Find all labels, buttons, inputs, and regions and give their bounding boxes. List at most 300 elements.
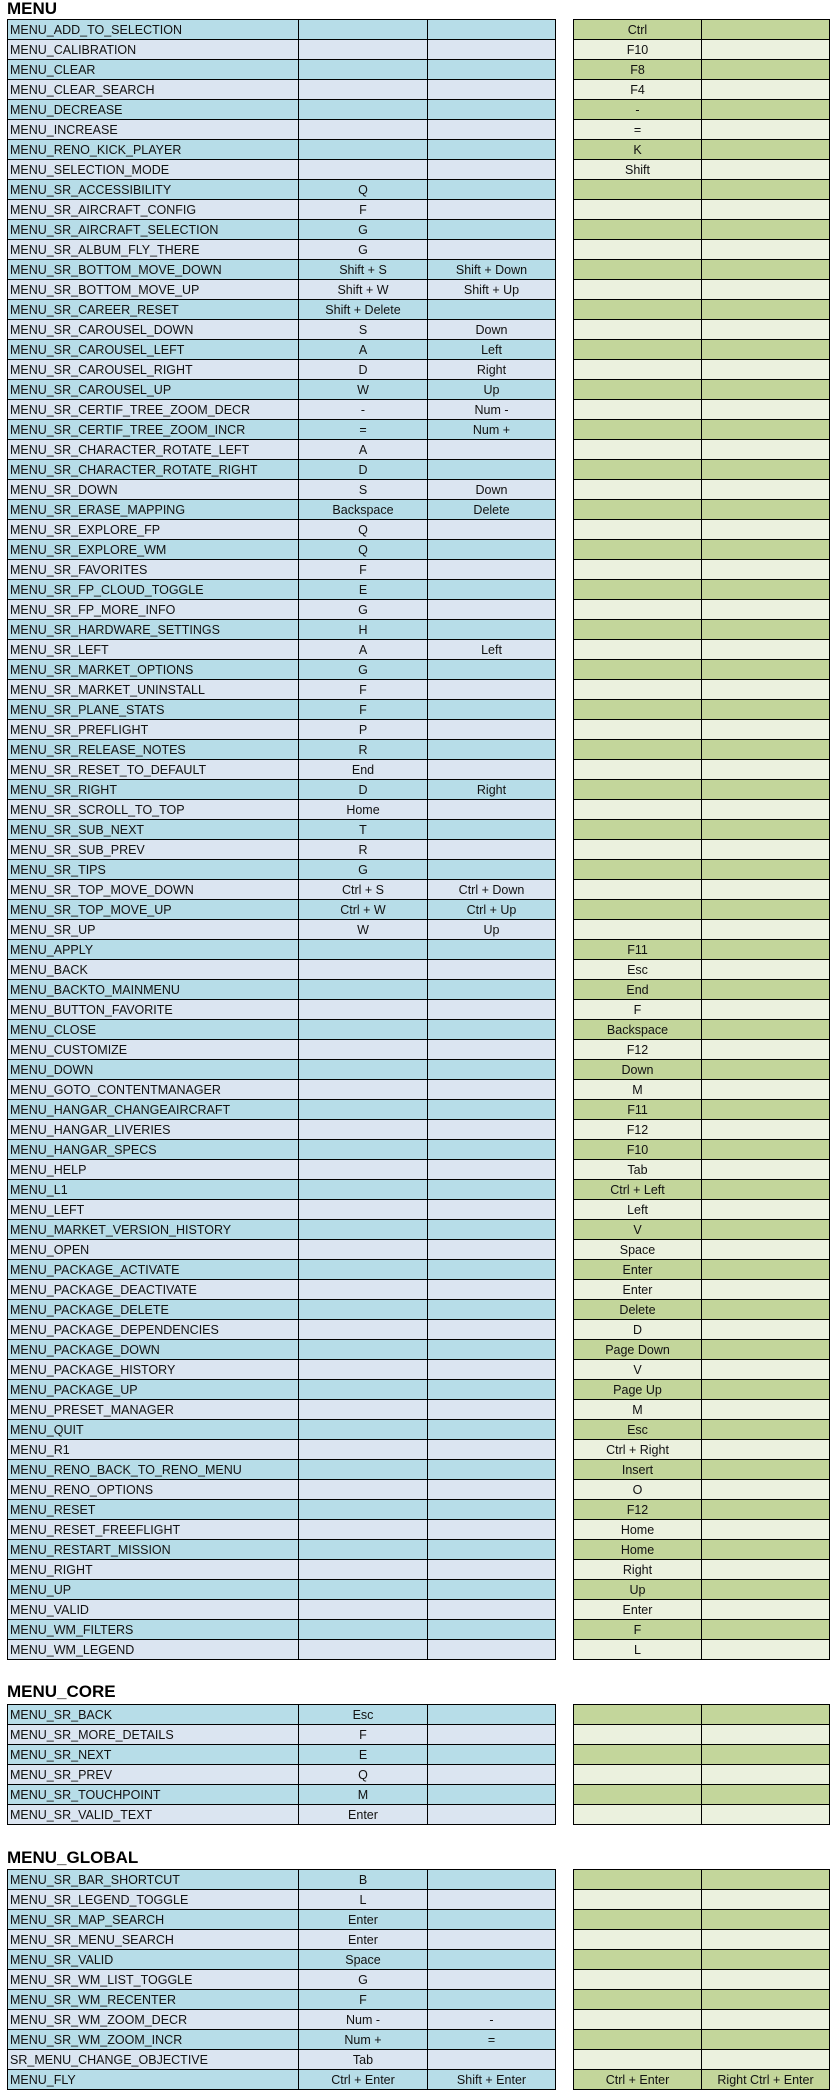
alt-primary-key-cell[interactable] (574, 1785, 702, 1805)
secondary-key-cell[interactable] (428, 1420, 556, 1440)
secondary-key-cell[interactable] (428, 200, 556, 220)
alt-secondary-key-cell[interactable] (702, 120, 830, 140)
alt-secondary-key-cell[interactable] (702, 140, 830, 160)
action-cell[interactable]: MENU_SR_EXPLORE_WM (8, 540, 299, 560)
primary-key-cell[interactable]: Shift + W (299, 280, 428, 300)
alt-primary-key-cell[interactable] (574, 640, 702, 660)
alt-secondary-key-cell[interactable] (702, 20, 830, 40)
alt-primary-key-cell[interactable]: Home (574, 1520, 702, 1540)
alt-secondary-key-cell[interactable] (702, 1805, 830, 1825)
action-cell[interactable]: MENU_DOWN (8, 1060, 299, 1080)
secondary-key-cell[interactable] (428, 740, 556, 760)
alt-primary-key-cell[interactable] (574, 260, 702, 280)
alt-primary-key-cell[interactable]: V (574, 1360, 702, 1380)
action-cell[interactable]: MENU_BACK (8, 960, 299, 980)
alt-primary-key-cell[interactable] (574, 920, 702, 940)
alt-primary-key-cell[interactable] (574, 480, 702, 500)
secondary-key-cell[interactable] (428, 840, 556, 860)
primary-key-cell[interactable]: W (299, 380, 428, 400)
action-cell[interactable]: MENU_R1 (8, 1440, 299, 1460)
secondary-key-cell[interactable] (428, 1100, 556, 1120)
alt-secondary-key-cell[interactable] (702, 1000, 830, 1020)
secondary-key-cell[interactable] (428, 1120, 556, 1140)
secondary-key-cell[interactable] (428, 660, 556, 680)
alt-secondary-key-cell[interactable] (702, 1640, 830, 1660)
alt-secondary-key-cell[interactable] (702, 860, 830, 880)
primary-key-cell[interactable] (299, 1080, 428, 1100)
action-cell[interactable]: MENU_RESET_FREEFLIGHT (8, 1520, 299, 1540)
alt-secondary-key-cell[interactable] (702, 600, 830, 620)
secondary-key-cell[interactable]: Ctrl + Down (428, 880, 556, 900)
alt-primary-key-cell[interactable] (574, 1745, 702, 1765)
alt-primary-key-cell[interactable]: Insert (574, 1460, 702, 1480)
secondary-key-cell[interactable] (428, 1340, 556, 1360)
primary-key-cell[interactable]: F (299, 1990, 428, 2010)
secondary-key-cell[interactable]: Right (428, 780, 556, 800)
alt-secondary-key-cell[interactable] (702, 500, 830, 520)
alt-primary-key-cell[interactable] (574, 900, 702, 920)
secondary-key-cell[interactable] (428, 100, 556, 120)
action-cell[interactable]: MENU_SR_CAROUSEL_UP (8, 380, 299, 400)
secondary-key-cell[interactable] (428, 520, 556, 540)
action-cell[interactable]: MENU_PACKAGE_ACTIVATE (8, 1260, 299, 1280)
action-cell[interactable]: MENU_LEFT (8, 1200, 299, 1220)
action-cell[interactable]: MENU_BUTTON_FAVORITE (8, 1000, 299, 1020)
primary-key-cell[interactable] (299, 1180, 428, 1200)
secondary-key-cell[interactable] (428, 620, 556, 640)
secondary-key-cell[interactable] (428, 1020, 556, 1040)
primary-key-cell[interactable]: = (299, 420, 428, 440)
action-cell[interactable]: MENU_SR_MAP_SEARCH (8, 1910, 299, 1930)
primary-key-cell[interactable]: Enter (299, 1930, 428, 1950)
secondary-key-cell[interactable]: Delete (428, 500, 556, 520)
primary-key-cell[interactable] (299, 1520, 428, 1540)
action-cell[interactable]: MENU_SR_SUB_PREV (8, 840, 299, 860)
alt-primary-key-cell[interactable] (574, 520, 702, 540)
secondary-key-cell[interactable] (428, 1060, 556, 1080)
alt-secondary-key-cell[interactable] (702, 1340, 830, 1360)
secondary-key-cell[interactable] (428, 700, 556, 720)
alt-secondary-key-cell[interactable] (702, 200, 830, 220)
primary-key-cell[interactable]: D (299, 360, 428, 380)
secondary-key-cell[interactable] (428, 1180, 556, 1200)
alt-primary-key-cell[interactable]: Ctrl (574, 20, 702, 40)
alt-primary-key-cell[interactable] (574, 860, 702, 880)
secondary-key-cell[interactable] (428, 1080, 556, 1100)
secondary-key-cell[interactable]: Num - (428, 400, 556, 420)
secondary-key-cell[interactable] (428, 1870, 556, 1890)
alt-secondary-key-cell[interactable] (702, 1560, 830, 1580)
primary-key-cell[interactable]: S (299, 480, 428, 500)
action-cell[interactable]: MENU_SELECTION_MODE (8, 160, 299, 180)
primary-key-cell[interactable] (299, 1020, 428, 1040)
action-cell[interactable]: MENU_SR_AIRCRAFT_SELECTION (8, 220, 299, 240)
secondary-key-cell[interactable] (428, 800, 556, 820)
action-cell[interactable]: MENU_PACKAGE_DOWN (8, 1340, 299, 1360)
action-cell[interactable]: MENU_SR_SUB_NEXT (8, 820, 299, 840)
primary-key-cell[interactable]: Esc (299, 1705, 428, 1725)
alt-primary-key-cell[interactable]: M (574, 1080, 702, 1100)
primary-key-cell[interactable]: A (299, 440, 428, 460)
action-cell[interactable]: MENU_SR_WM_LIST_TOGGLE (8, 1970, 299, 1990)
primary-key-cell[interactable] (299, 1200, 428, 1220)
alt-primary-key-cell[interactable] (574, 240, 702, 260)
alt-secondary-key-cell[interactable] (702, 360, 830, 380)
primary-key-cell[interactable]: Num - (299, 2010, 428, 2030)
alt-primary-key-cell[interactable] (574, 560, 702, 580)
action-cell[interactable]: MENU_SR_RIGHT (8, 780, 299, 800)
action-cell[interactable]: MENU_SR_VALID_TEXT (8, 1805, 299, 1825)
alt-primary-key-cell[interactable]: M (574, 1400, 702, 1420)
secondary-key-cell[interactable] (428, 1380, 556, 1400)
secondary-key-cell[interactable] (428, 1620, 556, 1640)
secondary-key-cell[interactable] (428, 160, 556, 180)
alt-primary-key-cell[interactable]: F12 (574, 1040, 702, 1060)
action-cell[interactable]: MENU_SR_PLANE_STATS (8, 700, 299, 720)
primary-key-cell[interactable] (299, 1580, 428, 1600)
primary-key-cell[interactable]: Home (299, 800, 428, 820)
primary-key-cell[interactable] (299, 1440, 428, 1460)
alt-secondary-key-cell[interactable] (702, 1990, 830, 2010)
alt-secondary-key-cell[interactable] (702, 1930, 830, 1950)
primary-key-cell[interactable]: Q (299, 1765, 428, 1785)
action-cell[interactable]: MENU_GOTO_CONTENTMANAGER (8, 1080, 299, 1100)
secondary-key-cell[interactable] (428, 960, 556, 980)
secondary-key-cell[interactable]: Down (428, 480, 556, 500)
primary-key-cell[interactable]: Backspace (299, 500, 428, 520)
secondary-key-cell[interactable] (428, 1805, 556, 1825)
action-cell[interactable]: MENU_SR_BACK (8, 1705, 299, 1725)
alt-secondary-key-cell[interactable] (702, 1220, 830, 1240)
alt-secondary-key-cell[interactable] (702, 1240, 830, 1260)
alt-secondary-key-cell[interactable] (702, 1480, 830, 1500)
action-cell[interactable]: MENU_SR_AIRCRAFT_CONFIG (8, 200, 299, 220)
secondary-key-cell[interactable] (428, 1950, 556, 1970)
action-cell[interactable]: MENU_RENO_BACK_TO_RENO_MENU (8, 1460, 299, 1480)
alt-secondary-key-cell[interactable] (702, 900, 830, 920)
action-cell[interactable]: MENU_OPEN (8, 1240, 299, 1260)
secondary-key-cell[interactable] (428, 1200, 556, 1220)
primary-key-cell[interactable] (299, 1380, 428, 1400)
primary-key-cell[interactable]: H (299, 620, 428, 640)
secondary-key-cell[interactable]: Left (428, 340, 556, 360)
alt-secondary-key-cell[interactable] (702, 680, 830, 700)
action-cell[interactable]: MENU_SR_CAROUSEL_DOWN (8, 320, 299, 340)
action-cell[interactable]: MENU_SR_RELEASE_NOTES (8, 740, 299, 760)
alt-primary-key-cell[interactable] (574, 1870, 702, 1890)
action-cell[interactable]: MENU_SR_TIPS (8, 860, 299, 880)
alt-secondary-key-cell[interactable] (702, 640, 830, 660)
secondary-key-cell[interactable] (428, 1910, 556, 1930)
primary-key-cell[interactable] (299, 20, 428, 40)
action-cell[interactable]: MENU_SR_CAROUSEL_RIGHT (8, 360, 299, 380)
secondary-key-cell[interactable]: Shift + Down (428, 260, 556, 280)
alt-secondary-key-cell[interactable] (702, 420, 830, 440)
primary-key-cell[interactable]: F (299, 1725, 428, 1745)
alt-secondary-key-cell[interactable] (702, 1380, 830, 1400)
alt-primary-key-cell[interactable]: F8 (574, 60, 702, 80)
action-cell[interactable]: MENU_QUIT (8, 1420, 299, 1440)
alt-secondary-key-cell[interactable] (702, 660, 830, 680)
secondary-key-cell[interactable] (428, 1970, 556, 1990)
secondary-key-cell[interactable] (428, 140, 556, 160)
alt-secondary-key-cell[interactable] (702, 60, 830, 80)
alt-primary-key-cell[interactable] (574, 820, 702, 840)
alt-secondary-key-cell[interactable] (702, 1060, 830, 1080)
alt-primary-key-cell[interactable]: Page Up (574, 1380, 702, 1400)
alt-primary-key-cell[interactable]: Tab (574, 1160, 702, 1180)
alt-primary-key-cell[interactable] (574, 1765, 702, 1785)
action-cell[interactable]: MENU_CLEAR (8, 60, 299, 80)
primary-key-cell[interactable]: - (299, 400, 428, 420)
alt-primary-key-cell[interactable]: L (574, 1640, 702, 1660)
secondary-key-cell[interactable] (428, 1725, 556, 1745)
alt-primary-key-cell[interactable]: Ctrl + Enter (574, 2070, 702, 2090)
alt-primary-key-cell[interactable] (574, 1910, 702, 1930)
primary-key-cell[interactable]: Space (299, 1950, 428, 1970)
primary-key-cell[interactable] (299, 1620, 428, 1640)
secondary-key-cell[interactable] (428, 2050, 556, 2070)
alt-primary-key-cell[interactable]: Page Down (574, 1340, 702, 1360)
alt-primary-key-cell[interactable] (574, 840, 702, 860)
alt-secondary-key-cell[interactable] (702, 1440, 830, 1460)
action-cell[interactable]: MENU_RENO_KICK_PLAYER (8, 140, 299, 160)
alt-secondary-key-cell[interactable] (702, 840, 830, 860)
secondary-key-cell[interactable] (428, 20, 556, 40)
alt-primary-key-cell[interactable] (574, 280, 702, 300)
alt-primary-key-cell[interactable] (574, 540, 702, 560)
alt-primary-key-cell[interactable]: V (574, 1220, 702, 1240)
alt-primary-key-cell[interactable] (574, 180, 702, 200)
alt-secondary-key-cell[interactable] (702, 320, 830, 340)
secondary-key-cell[interactable] (428, 1890, 556, 1910)
primary-key-cell[interactable]: F (299, 200, 428, 220)
alt-secondary-key-cell[interactable] (702, 700, 830, 720)
secondary-key-cell[interactable] (428, 1520, 556, 1540)
primary-key-cell[interactable]: End (299, 760, 428, 780)
primary-key-cell[interactable]: Ctrl + Enter (299, 2070, 428, 2090)
action-cell[interactable]: MENU_VALID (8, 1600, 299, 1620)
secondary-key-cell[interactable] (428, 1260, 556, 1280)
action-cell[interactable]: MENU_SR_SCROLL_TO_TOP (8, 800, 299, 820)
alt-secondary-key-cell[interactable] (702, 80, 830, 100)
secondary-key-cell[interactable] (428, 1220, 556, 1240)
secondary-key-cell[interactable] (428, 1540, 556, 1560)
alt-secondary-key-cell[interactable] (702, 760, 830, 780)
alt-secondary-key-cell[interactable] (702, 1200, 830, 1220)
primary-key-cell[interactable]: M (299, 1785, 428, 1805)
secondary-key-cell[interactable] (428, 980, 556, 1000)
action-cell[interactable]: MENU_CLOSE (8, 1020, 299, 1040)
primary-key-cell[interactable] (299, 1540, 428, 1560)
alt-secondary-key-cell[interactable] (702, 1970, 830, 1990)
alt-primary-key-cell[interactable] (574, 580, 702, 600)
secondary-key-cell[interactable] (428, 1500, 556, 1520)
alt-primary-key-cell[interactable] (574, 1990, 702, 2010)
alt-primary-key-cell[interactable]: Esc (574, 960, 702, 980)
alt-secondary-key-cell[interactable] (702, 100, 830, 120)
alt-secondary-key-cell[interactable] (702, 1500, 830, 1520)
primary-key-cell[interactable] (299, 1400, 428, 1420)
action-cell[interactable]: MENU_SR_FAVORITES (8, 560, 299, 580)
alt-secondary-key-cell[interactable] (702, 480, 830, 500)
alt-primary-key-cell[interactable] (574, 460, 702, 480)
alt-secondary-key-cell[interactable] (702, 1260, 830, 1280)
secondary-key-cell[interactable]: Up (428, 920, 556, 940)
secondary-key-cell[interactable] (428, 120, 556, 140)
alt-primary-key-cell[interactable]: F10 (574, 1140, 702, 1160)
primary-key-cell[interactable]: D (299, 780, 428, 800)
action-cell[interactable]: MENU_RESET (8, 1500, 299, 1520)
alt-primary-key-cell[interactable] (574, 2030, 702, 2050)
alt-secondary-key-cell[interactable] (702, 1360, 830, 1380)
alt-primary-key-cell[interactable]: F10 (574, 40, 702, 60)
secondary-key-cell[interactable] (428, 460, 556, 480)
primary-key-cell[interactable] (299, 80, 428, 100)
action-cell[interactable]: MENU_MARKET_VERSION_HISTORY (8, 1220, 299, 1240)
primary-key-cell[interactable] (299, 1140, 428, 1160)
alt-primary-key-cell[interactable]: = (574, 120, 702, 140)
primary-key-cell[interactable]: E (299, 580, 428, 600)
primary-key-cell[interactable]: G (299, 660, 428, 680)
alt-primary-key-cell[interactable]: Enter (574, 1280, 702, 1300)
secondary-key-cell[interactable] (428, 80, 556, 100)
primary-key-cell[interactable] (299, 1000, 428, 1020)
alt-secondary-key-cell[interactable] (702, 1160, 830, 1180)
alt-primary-key-cell[interactable] (574, 2050, 702, 2070)
secondary-key-cell[interactable] (428, 1000, 556, 1020)
alt-primary-key-cell[interactable]: Right (574, 1560, 702, 1580)
alt-primary-key-cell[interactable] (574, 700, 702, 720)
secondary-key-cell[interactable] (428, 1440, 556, 1460)
alt-secondary-key-cell[interactable] (702, 1705, 830, 1725)
secondary-key-cell[interactable] (428, 600, 556, 620)
alt-secondary-key-cell[interactable] (702, 380, 830, 400)
alt-secondary-key-cell[interactable] (702, 440, 830, 460)
secondary-key-cell[interactable] (428, 1460, 556, 1480)
alt-primary-key-cell[interactable] (574, 200, 702, 220)
alt-secondary-key-cell[interactable] (702, 740, 830, 760)
action-cell[interactable]: MENU_SR_ERASE_MAPPING (8, 500, 299, 520)
primary-key-cell[interactable] (299, 1060, 428, 1080)
alt-secondary-key-cell[interactable] (702, 300, 830, 320)
primary-key-cell[interactable]: L (299, 1890, 428, 1910)
alt-secondary-key-cell[interactable] (702, 1725, 830, 1745)
primary-key-cell[interactable] (299, 1300, 428, 1320)
primary-key-cell[interactable] (299, 1640, 428, 1660)
primary-key-cell[interactable] (299, 1100, 428, 1120)
alt-secondary-key-cell[interactable] (702, 260, 830, 280)
primary-key-cell[interactable] (299, 40, 428, 60)
secondary-key-cell[interactable]: Down (428, 320, 556, 340)
secondary-key-cell[interactable] (428, 1785, 556, 1805)
primary-key-cell[interactable]: G (299, 600, 428, 620)
alt-secondary-key-cell[interactable] (702, 800, 830, 820)
primary-key-cell[interactable]: F (299, 680, 428, 700)
secondary-key-cell[interactable] (428, 1140, 556, 1160)
alt-secondary-key-cell[interactable] (702, 1140, 830, 1160)
action-cell[interactable]: MENU_CUSTOMIZE (8, 1040, 299, 1060)
alt-primary-key-cell[interactable]: F12 (574, 1120, 702, 1140)
alt-primary-key-cell[interactable]: Ctrl + Left (574, 1180, 702, 1200)
alt-primary-key-cell[interactable] (574, 420, 702, 440)
alt-secondary-key-cell[interactable] (702, 1870, 830, 1890)
action-cell[interactable]: MENU_CLEAR_SEARCH (8, 80, 299, 100)
alt-primary-key-cell[interactable] (574, 680, 702, 700)
alt-secondary-key-cell[interactable] (702, 1080, 830, 1100)
primary-key-cell[interactable]: T (299, 820, 428, 840)
action-cell[interactable]: MENU_SR_CHARACTER_ROTATE_LEFT (8, 440, 299, 460)
primary-key-cell[interactable] (299, 1260, 428, 1280)
alt-primary-key-cell[interactable] (574, 360, 702, 380)
action-cell[interactable]: MENU_SR_DOWN (8, 480, 299, 500)
primary-key-cell[interactable]: A (299, 640, 428, 660)
action-cell[interactable]: MENU_SR_WM_RECENTER (8, 1990, 299, 2010)
alt-primary-key-cell[interactable]: D (574, 1320, 702, 1340)
primary-key-cell[interactable] (299, 960, 428, 980)
primary-key-cell[interactable]: Num + (299, 2030, 428, 2050)
alt-secondary-key-cell[interactable] (702, 2010, 830, 2030)
primary-key-cell[interactable]: A (299, 340, 428, 360)
primary-key-cell[interactable] (299, 980, 428, 1000)
alt-secondary-key-cell[interactable] (702, 460, 830, 480)
alt-secondary-key-cell[interactable] (702, 540, 830, 560)
secondary-key-cell[interactable]: Up (428, 380, 556, 400)
alt-secondary-key-cell[interactable]: Right Ctrl + Enter (702, 2070, 830, 2090)
primary-key-cell[interactable] (299, 1420, 428, 1440)
alt-secondary-key-cell[interactable] (702, 240, 830, 260)
action-cell[interactable]: MENU_SR_BAR_SHORTCUT (8, 1870, 299, 1890)
alt-primary-key-cell[interactable]: Ctrl + Right (574, 1440, 702, 1460)
action-cell[interactable]: MENU_SR_LEGEND_TOGGLE (8, 1890, 299, 1910)
alt-primary-key-cell[interactable]: F (574, 1000, 702, 1020)
alt-primary-key-cell[interactable] (574, 720, 702, 740)
alt-primary-key-cell[interactable]: Esc (574, 1420, 702, 1440)
action-cell[interactable]: MENU_PACKAGE_DEPENDENCIES (8, 1320, 299, 1340)
alt-primary-key-cell[interactable] (574, 660, 702, 680)
primary-key-cell[interactable]: Tab (299, 2050, 428, 2070)
primary-key-cell[interactable]: W (299, 920, 428, 940)
alt-secondary-key-cell[interactable] (702, 1540, 830, 1560)
action-cell[interactable]: MENU_PACKAGE_HISTORY (8, 1360, 299, 1380)
secondary-key-cell[interactable] (428, 860, 556, 880)
action-cell[interactable]: MENU_SR_PREV (8, 1765, 299, 1785)
alt-secondary-key-cell[interactable] (702, 520, 830, 540)
alt-primary-key-cell[interactable]: Space (574, 1240, 702, 1260)
secondary-key-cell[interactable] (428, 1300, 556, 1320)
action-cell[interactable]: MENU_ADD_TO_SELECTION (8, 20, 299, 40)
alt-primary-key-cell[interactable] (574, 1725, 702, 1745)
secondary-key-cell[interactable] (428, 760, 556, 780)
alt-secondary-key-cell[interactable] (702, 1600, 830, 1620)
primary-key-cell[interactable] (299, 1460, 428, 1480)
action-cell[interactable]: MENU_SR_CAROUSEL_LEFT (8, 340, 299, 360)
primary-key-cell[interactable]: Ctrl + S (299, 880, 428, 900)
primary-key-cell[interactable]: Shift + S (299, 260, 428, 280)
secondary-key-cell[interactable] (428, 1400, 556, 1420)
alt-primary-key-cell[interactable]: F11 (574, 940, 702, 960)
alt-primary-key-cell[interactable] (574, 780, 702, 800)
action-cell[interactable]: MENU_WM_LEGEND (8, 1640, 299, 1660)
action-cell[interactable]: MENU_SR_WM_ZOOM_INCR (8, 2030, 299, 2050)
alt-secondary-key-cell[interactable] (702, 40, 830, 60)
secondary-key-cell[interactable] (428, 1705, 556, 1725)
secondary-key-cell[interactable] (428, 680, 556, 700)
primary-key-cell[interactable]: Enter (299, 1910, 428, 1930)
action-cell[interactable]: MENU_SR_CERTIF_TREE_ZOOM_INCR (8, 420, 299, 440)
alt-primary-key-cell[interactable] (574, 1890, 702, 1910)
action-cell[interactable]: MENU_SR_TOP_MOVE_DOWN (8, 880, 299, 900)
